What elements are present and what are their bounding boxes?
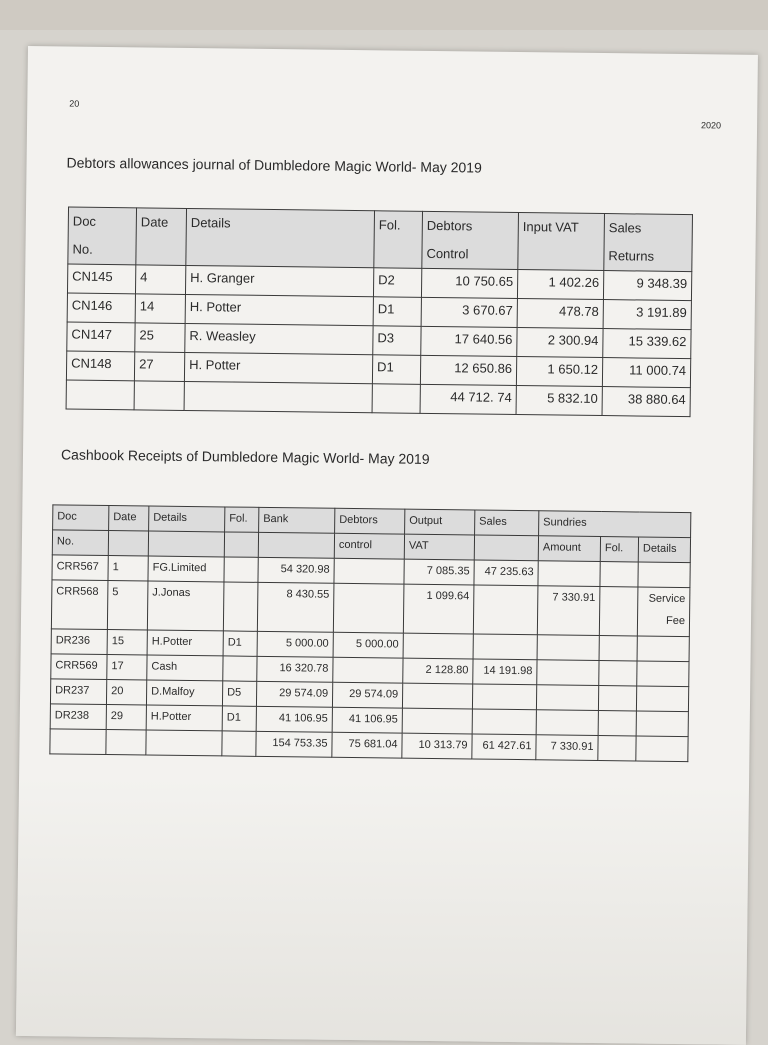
- cell-details: FG.Limited: [148, 556, 224, 582]
- cell-fol: [223, 582, 258, 631]
- cell-sales: 14 191.98: [473, 659, 537, 685]
- cell-sdetails: [636, 686, 688, 712]
- total-bank: 154 753.35: [256, 731, 332, 757]
- cell-vat: 7 085.35: [404, 559, 474, 585]
- cell-details: Cash: [147, 655, 223, 681]
- cell-date: 5: [107, 581, 148, 630]
- cell-empty: [636, 736, 688, 762]
- header-sundries: Sundries: [539, 511, 691, 538]
- cell-sales: [473, 634, 537, 660]
- cell-debtors: 5 000.00: [333, 632, 403, 658]
- cell-sdetails: [638, 562, 690, 588]
- cell-details: R. Weasley: [185, 323, 373, 354]
- header-input-vat: Input VAT: [518, 213, 605, 271]
- cell-vat: 2 128.80: [403, 658, 473, 684]
- cell-sales: [472, 684, 536, 710]
- total-vat: 5 832.10: [516, 385, 602, 415]
- cell-empty: [184, 381, 372, 412]
- cell-fol: D1: [223, 631, 257, 656]
- cell-vat: 2 300.94: [517, 327, 603, 357]
- cell-doc: CN146: [67, 293, 135, 323]
- cell-doc: CN148: [66, 351, 134, 381]
- cell-details: H. Potter: [184, 352, 372, 383]
- cell-empty: [134, 381, 184, 411]
- header-sundries-amount: Amount: [538, 536, 600, 562]
- cell-doc: CN147: [67, 322, 135, 352]
- cell-doc: CRR569: [51, 654, 107, 680]
- cell-sales: [473, 585, 538, 635]
- cell-details: J.Jonas: [147, 581, 224, 631]
- cell-bank: 54 320.98: [258, 557, 334, 583]
- cashbook-title: Cashbook Receipts of Dumbledore Magic World- May 2019: [60, 446, 430, 467]
- cell-doc: CRR567: [52, 555, 108, 581]
- cell-sfol: [599, 661, 637, 686]
- cell-vat: 1 402.26: [517, 270, 603, 300]
- cell-empty: [148, 531, 224, 557]
- header-date: Date: [136, 208, 187, 266]
- cell-empty: [66, 380, 134, 410]
- cell-sdetails: [637, 661, 689, 687]
- journal-header-row: [68, 207, 693, 272]
- cell-date: 14: [135, 294, 185, 324]
- cell-empty: [222, 731, 256, 756]
- cell-sfol: [600, 562, 638, 587]
- header-date: Date: [109, 506, 149, 531]
- cell-sales: 3 191.89: [603, 300, 691, 330]
- cell-empty: [146, 730, 222, 756]
- table-row: [51, 580, 690, 637]
- background-top: [0, 0, 768, 30]
- cell-fol: [224, 557, 258, 582]
- total-sales: 61 427.61: [472, 734, 536, 760]
- cell-fol: D1: [373, 297, 421, 327]
- cell-date: 20: [106, 680, 146, 705]
- cell-bank: 29 574.09: [256, 681, 332, 707]
- cell-doc: CN145: [67, 264, 135, 294]
- header-no: No.: [52, 530, 108, 556]
- cell-empty: [372, 384, 420, 414]
- cell-details: H.Potter: [147, 630, 223, 656]
- cell-vat: [402, 683, 472, 709]
- cell-bank: 8 430.55: [257, 582, 334, 632]
- cell-bank: 41 106.95: [256, 706, 332, 732]
- cell-empty: [598, 736, 636, 761]
- cell-sfol: [599, 587, 638, 636]
- cell-debtors: [333, 583, 404, 633]
- cell-sales: [472, 709, 536, 735]
- cell-debtors: 29 574.09: [332, 682, 402, 708]
- cell-doc: DR237: [50, 679, 106, 705]
- cell-vat: 1 650.12: [516, 356, 602, 386]
- cell-fol: D3: [373, 326, 421, 356]
- header-sales: Sales: [475, 510, 539, 536]
- cashbook-receipts-table: [49, 504, 691, 762]
- cell-empty: [474, 535, 538, 561]
- cell-sdetails: Service Fee: [637, 587, 690, 637]
- cell-sfol: [599, 636, 637, 661]
- header-sundries-fol: Fol.: [600, 537, 638, 562]
- debtors-allowances-journal-table: [66, 207, 693, 418]
- cell-date: 29: [106, 705, 146, 730]
- total-debtors: 75 681.04: [332, 732, 402, 758]
- cell-bank: 5 000.00: [257, 631, 333, 657]
- header-sales-returns: Sales Returns: [604, 214, 693, 272]
- paper-sheet: [16, 46, 758, 1045]
- page-number-left: 20: [69, 98, 80, 109]
- cell-doc: CRR568: [51, 580, 108, 630]
- cell-sales: 47 235.63: [474, 560, 538, 586]
- cell-debtors: 3 670.67: [421, 297, 517, 327]
- cell-fol: [223, 656, 257, 681]
- cell-amount: [537, 635, 599, 661]
- cell-debtors: 17 640.56: [421, 326, 517, 356]
- header-vat: VAT: [404, 534, 474, 560]
- cell-date: 15: [107, 630, 147, 655]
- page-number-right: 2020: [700, 120, 722, 131]
- cell-vat: [402, 708, 472, 734]
- cell-details: H. Potter: [185, 294, 373, 325]
- cell-debtors: 12 650.86: [420, 355, 516, 385]
- header-output-vat: Output: [405, 509, 475, 535]
- header-bank: Bank: [259, 507, 335, 533]
- journal-title: Debtors allowances journal of Dumbledore Magic World- May 2019: [66, 154, 482, 176]
- header-debtors-control: Debtors Control: [422, 211, 519, 269]
- cell-vat: 1 099.64: [403, 584, 474, 634]
- cell-empty: [50, 729, 106, 755]
- header-fol: Fol.: [374, 211, 423, 269]
- header-doc: Doc No.: [68, 207, 137, 265]
- cell-sdetails: [637, 636, 689, 662]
- header-fol: Fol.: [225, 507, 259, 532]
- cell-details: D.Malfoy: [146, 680, 222, 706]
- cell-amount: [536, 685, 598, 711]
- cell-fol: D2: [373, 268, 421, 298]
- paper-shadow-fade: [16, 776, 749, 1045]
- cell-doc: DR236: [51, 629, 107, 655]
- totals-row: [66, 380, 690, 417]
- cell-bank: 16 320.78: [257, 656, 333, 682]
- total-sales: 38 880.64: [602, 387, 690, 417]
- cell-date: 1: [108, 556, 148, 581]
- cell-amount: [536, 710, 598, 736]
- header-control: control: [334, 533, 404, 559]
- cell-debtors: [334, 558, 404, 584]
- total-debtors: 44 712. 74: [420, 384, 516, 414]
- cell-empty: [258, 532, 334, 558]
- cell-details: H. Granger: [185, 265, 373, 296]
- cell-amount: [537, 660, 599, 686]
- header-sundries-details: Details: [638, 537, 690, 563]
- cell-fol: D5: [222, 681, 256, 706]
- cell-empty: [224, 532, 258, 557]
- total-amount: 7 330.91: [536, 735, 598, 761]
- cell-sales: 9 348.39: [603, 271, 691, 301]
- cell-fol: D1: [372, 355, 420, 385]
- cell-date: 25: [135, 323, 185, 353]
- cell-sales: 15 339.62: [603, 329, 691, 359]
- cell-fol: D1: [222, 706, 256, 731]
- cell-debtors: 41 106.95: [332, 707, 402, 733]
- cell-amount: 7 330.91: [537, 586, 600, 636]
- total-vat: 10 313.79: [402, 733, 472, 759]
- cell-sales: 11 000.74: [602, 358, 690, 388]
- cell-date: 4: [135, 265, 185, 295]
- cell-empty: [106, 730, 146, 755]
- header-doc: Doc: [53, 505, 109, 531]
- cell-vat: [403, 633, 473, 659]
- cell-empty: [108, 531, 148, 556]
- cell-details: H.Potter: [146, 705, 222, 731]
- cell-amount: [538, 561, 600, 587]
- header-debtors: Debtors: [335, 508, 405, 534]
- cell-doc: DR238: [50, 704, 106, 730]
- cell-date: 27: [134, 352, 184, 382]
- cell-date: 17: [107, 655, 147, 680]
- cell-sfol: [598, 711, 636, 736]
- cell-vat: 478.78: [517, 298, 603, 328]
- cell-debtors: 10 750.65: [421, 268, 517, 298]
- header-details: Details: [149, 506, 225, 532]
- cell-debtors: [333, 657, 403, 683]
- cell-sfol: [598, 686, 636, 711]
- header-details: Details: [186, 208, 375, 267]
- cell-sdetails: [636, 711, 688, 737]
